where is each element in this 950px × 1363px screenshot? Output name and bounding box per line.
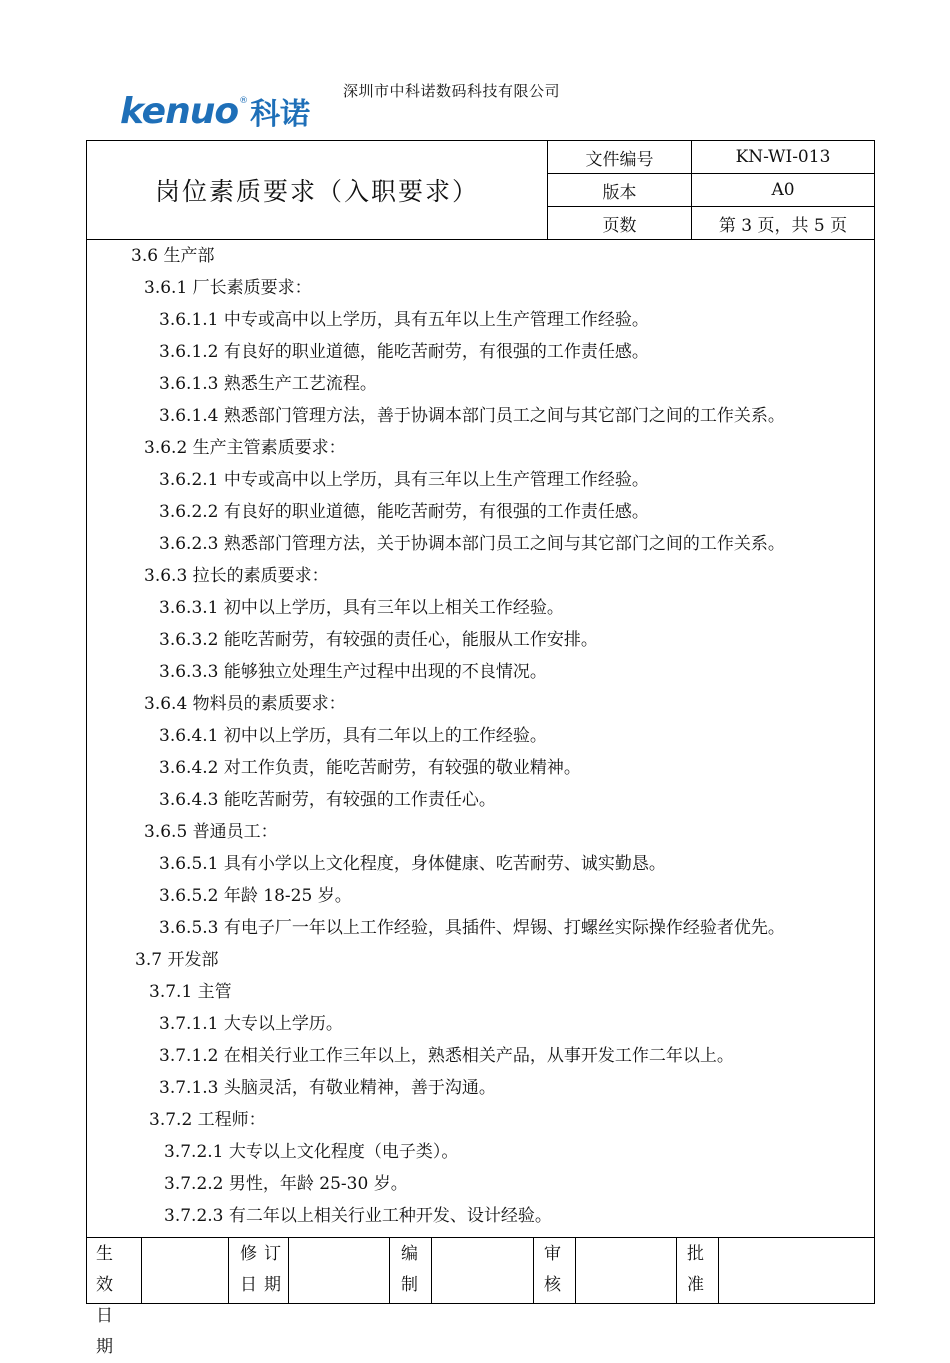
document-title: 岗位素质要求（入职要求） <box>154 177 479 206</box>
revision-date-field[interactable] <box>288 1238 389 1303</box>
list-item: 3.6.5.1 具有小学以上文化程度，身体健康、吃苦耐劳、诚实勤恳。 <box>159 854 666 874</box>
list-item: 3.6.5.3 有电子厂一年以上工作经验，具插件、焊锡、打螺丝实际操作经验者优先。 <box>159 918 785 938</box>
effective-date-label: 生效 日期 <box>96 1244 120 1357</box>
logo-chinese-text: 科诺 <box>250 97 311 132</box>
list-item: 3.6.1.1 中专或高中以上学历，具有五年以上生产管理工作经验。 <box>159 310 649 330</box>
list-item: 3.7.2.2 男性，年龄 25-30 岁。 <box>164 1174 408 1194</box>
company-logo <box>120 82 310 130</box>
subsection-heading: 3.6.5 普通员工： <box>144 822 278 842</box>
section-heading: 3.6 生产部 <box>131 246 215 266</box>
list-item: 3.6.4.1 初中以上学历，具有二年以上的工作经验。 <box>159 726 547 746</box>
meta-value: 第 3 页，共 5 页 <box>692 207 875 240</box>
list-item: 3.6.1.2 有良好的职业道德，能吃苦耐劳，有很强的工作责任感。 <box>159 342 649 362</box>
list-item: 3.6.4.3 能吃苦耐劳，有较强的工作责任心。 <box>159 790 496 810</box>
meta-label: 页数 <box>548 207 692 240</box>
meta-value: KN-WI-013 <box>692 141 875 174</box>
title-block <box>87 141 874 240</box>
list-item: 3.6.4.2 对工作负责，能吃苦耐劳，有较强的敬业精神。 <box>159 758 581 778</box>
approved-by-field[interactable] <box>718 1238 874 1303</box>
subsection-heading: 3.6.1 厂长素质要求： <box>144 278 312 298</box>
meta-label: 版本 <box>548 174 692 207</box>
list-item: 3.6.2.3 熟悉部门管理方法，关于协调本部门员工之间与其它部门之间的工作关系。 <box>159 534 785 554</box>
revision-date-label: 修订 日期 <box>228 1238 288 1303</box>
list-item: 3.6.3.2 能吃苦耐劳，有较强的责任心，能服从工作安排。 <box>159 630 598 650</box>
meta-value: A0 <box>692 174 875 207</box>
meta-row-doc-number <box>548 141 875 174</box>
subsection-heading: 3.6.2 生产主管素质要求： <box>144 438 346 458</box>
company-name: 深圳市中科诺数码科技有限公司 <box>343 82 561 100</box>
meta-row-version <box>548 174 875 207</box>
reviewed-by-label: 审 核 <box>533 1238 575 1303</box>
list-item: 3.6.1.4 熟悉部门管理方法，善于协调本部门员工之间与其它部门之间的工作关系。 <box>159 406 785 426</box>
section-heading: 3.7 开发部 <box>135 950 219 970</box>
logo-registered-mark: ® <box>239 96 249 106</box>
meta-label: 文件编号 <box>548 141 692 174</box>
list-item: 3.7.1.1 大专以上学历。 <box>159 1014 343 1034</box>
reviewed-by-field[interactable] <box>575 1238 676 1303</box>
prepared-by-label: 编 制 <box>389 1238 431 1303</box>
list-item: 3.6.2.1 中专或高中以上学历，具有三年以上生产管理工作经验。 <box>159 470 649 490</box>
document-frame <box>86 140 875 1357</box>
list-item: 3.6.2.2 有良好的职业道德，能吃苦耐劳，有很强的工作责任感。 <box>159 502 649 522</box>
effective-date-field[interactable] <box>141 1238 228 1303</box>
list-item: 3.7.1.2 在相关行业工作三年以上，熟悉相关产品，从事开发工作二年以上。 <box>159 1046 734 1066</box>
list-item: 3.6.3.3 能够独立处理生产过程中出现的不良情况。 <box>159 662 547 682</box>
signoff-row <box>87 1238 874 1357</box>
document-meta-table <box>547 141 874 239</box>
meta-row-pages <box>548 207 875 240</box>
subsection-heading: 3.7.2 工程师： <box>149 1110 266 1130</box>
list-item: 3.7.1.3 头脑灵活，有敬业精神，善于沟通。 <box>159 1078 496 1098</box>
subsection-heading: 3.6.4 物料员的素质要求： <box>144 694 346 714</box>
list-item: 3.7.2.1 大专以上文化程度（电子类）。 <box>164 1142 459 1162</box>
approved-by-label: 批 准 <box>676 1238 718 1303</box>
list-item: 3.6.3.1 初中以上学历，具有三年以上相关工作经验。 <box>159 598 564 618</box>
subsection-heading: 3.7.1 主管 <box>149 982 232 1002</box>
logo-latin-text: kenuo <box>120 91 239 132</box>
document-body <box>87 239 874 1238</box>
list-item: 3.6.1.3 熟悉生产工艺流程。 <box>159 374 377 394</box>
prepared-by-field[interactable] <box>431 1238 533 1303</box>
subsection-heading: 3.6.3 拉长的素质要求： <box>144 566 329 586</box>
list-item: 3.6.5.2 年龄 18-25 岁。 <box>159 886 352 906</box>
list-item: 3.7.2.3 有二年以上相关行业工种开发、设计经验。 <box>164 1206 552 1226</box>
